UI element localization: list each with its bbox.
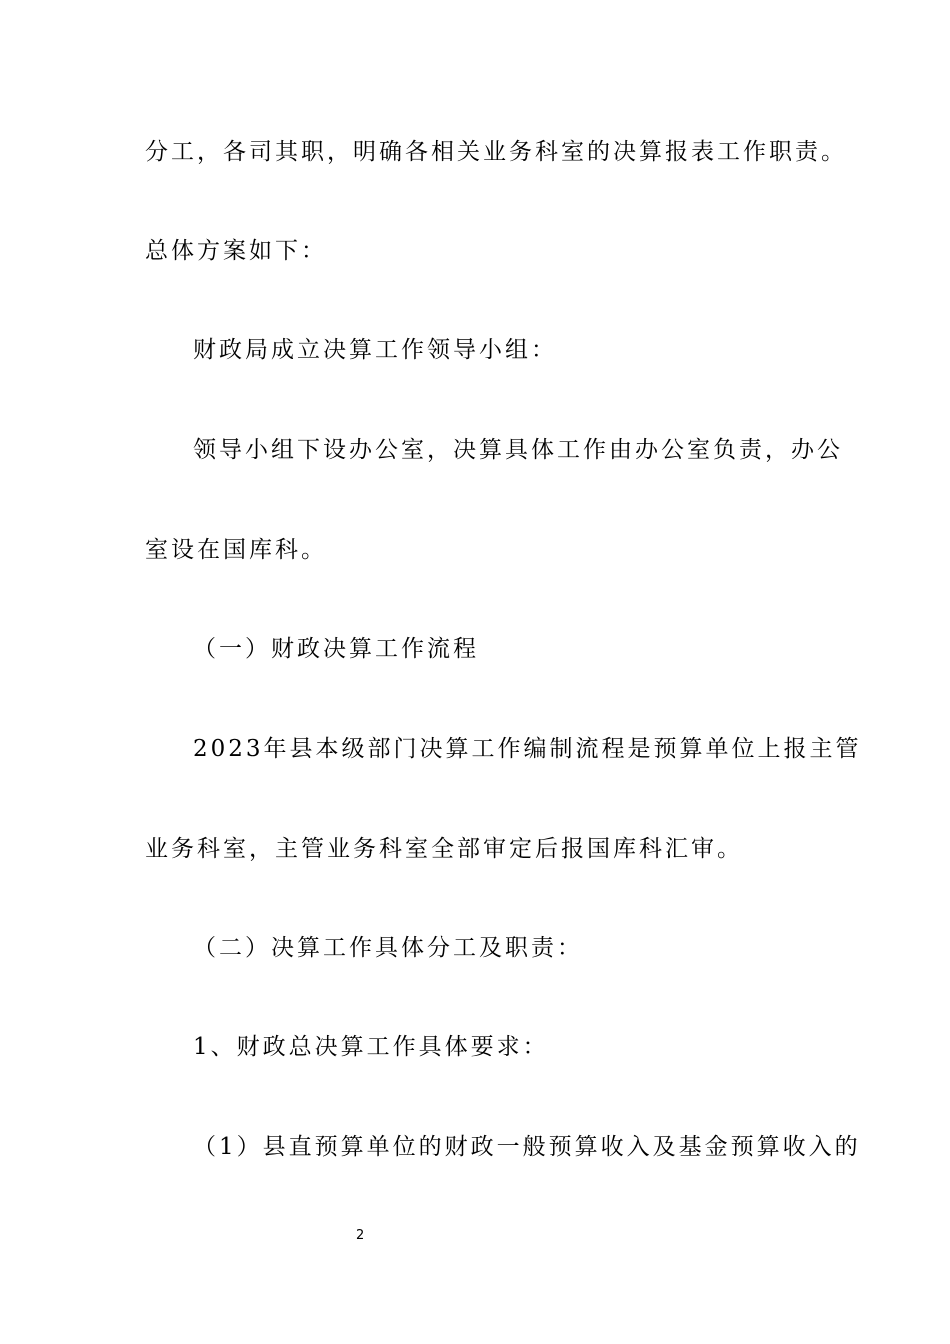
section-heading-2: （二）决算工作具体分工及职责： bbox=[193, 935, 583, 961]
paragraph-line-7: 业务科室，主管业务科室全部审定后报国库科汇审。 bbox=[145, 836, 743, 862]
paragraph-line-6: 2023年县本级部门决算工作编制流程是预算单位上报主管 bbox=[193, 736, 862, 762]
section-heading-1: （一）财政决算工作流程 bbox=[193, 636, 479, 662]
numbered-item-1: 1、财政总决算工作具体要求： bbox=[193, 1034, 549, 1060]
paragraph-line-3: 财政局成立决算工作领导小组： bbox=[193, 337, 557, 363]
paragraph-line-2: 总体方案如下： bbox=[145, 238, 327, 264]
paragraph-line-5: 室设在国库科。 bbox=[145, 537, 327, 563]
numbered-subitem-1: （1）县直预算单位的财政一般预算收入及基金预算收入的 bbox=[193, 1134, 861, 1160]
page-number: 2 bbox=[356, 1228, 365, 1243]
paragraph-line-1: 分工，各司其职，明确各相关业务科室的决算报表工作职责。 bbox=[145, 139, 847, 165]
paragraph-line-4: 领导小组下设办公室，决算具体工作由办公室负责，办公 bbox=[193, 437, 843, 463]
